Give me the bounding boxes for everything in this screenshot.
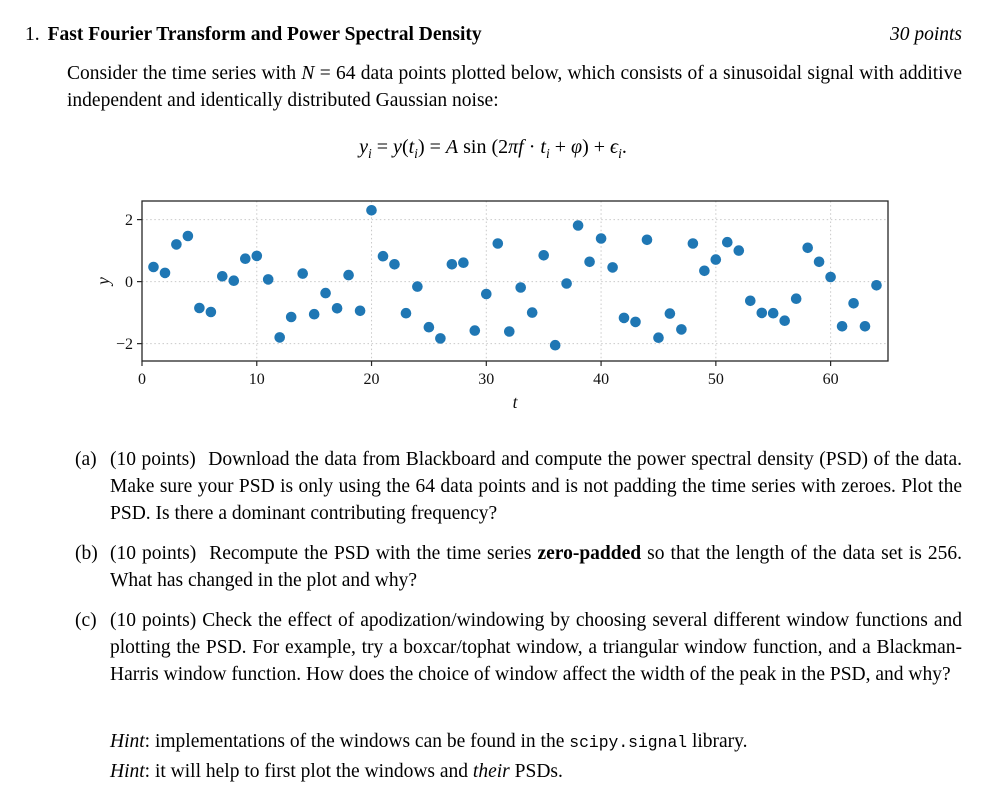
- data-point: [871, 280, 882, 291]
- data-point: [217, 271, 228, 282]
- data-point: [309, 309, 320, 320]
- data-point: [424, 322, 435, 333]
- text-token: Download the data from Blackboard and compute the power spectral density (PSD) of the data. Make sure your PSD is only using the 64 data points and is not padding the time series with zeroes. Plot the PSD. Is there a dominant contributing frequency?: [110, 449, 962, 524]
- x-tick-label: 50: [707, 371, 724, 388]
- data-point: [297, 268, 308, 279]
- text-token: (: [401, 136, 409, 158]
- subquestion-b-text: [110, 540, 962, 594]
- x-tick-label: 20: [363, 371, 380, 388]
- data-point: [435, 333, 446, 344]
- problem-number: 1.: [25, 24, 40, 45]
- text-token: t: [408, 136, 415, 158]
- text-token: y: [359, 136, 368, 158]
- text-token: Hint: [110, 760, 145, 782]
- data-point: [584, 257, 595, 268]
- data-point: [734, 245, 745, 256]
- text-token: : implementations of the windows can be found in the: [144, 731, 570, 752]
- text-token: (10 points): [110, 449, 196, 470]
- y-tick-label: 2: [125, 212, 133, 230]
- figure-container: [95, 190, 895, 415]
- text-token: y: [393, 136, 402, 158]
- text-token: i: [545, 146, 550, 161]
- text-token: Recompute the PSD with the time series: [203, 543, 538, 564]
- data-point: [791, 293, 802, 304]
- subquestion-c-text: [110, 607, 962, 688]
- problem-header: [25, 24, 962, 46]
- data-point: [802, 243, 813, 254]
- data-point: [171, 239, 182, 250]
- data-point: [274, 332, 285, 343]
- data-point: [561, 278, 572, 289]
- data-point: [688, 238, 699, 249]
- data-point: [745, 296, 756, 307]
- data-point: [355, 306, 366, 317]
- data-point: [860, 321, 871, 332]
- text-token: = 64 data points plotted below, which consists of a sinusoidal signal with additive independent and identically distributed Gaussian noise:: [67, 63, 962, 111]
- subquestion-b: [75, 540, 962, 594]
- text-token: scipy.signal: [569, 733, 688, 752]
- data-point: [378, 251, 389, 262]
- x-tick-label: 40: [593, 371, 610, 388]
- data-point: [263, 274, 274, 285]
- text-token: Hint: [110, 731, 145, 752]
- text-token: (10 points) Check the effect of apodization/windowing by choosing several different window functions and plotting the PSD. For example, try a boxcar/tophat window, a triangular window function, and a Blackman-Harris window function. How does the choice of window affect the width of the peak in the PSD, and why?: [110, 610, 962, 685]
- text-token: i: [367, 146, 372, 161]
- data-point: [825, 272, 836, 283]
- points-label: 30 points: [889, 24, 962, 45]
- data-point: [676, 324, 687, 335]
- x-tick-label: 10: [248, 371, 265, 388]
- data-point: [527, 307, 538, 318]
- data-point: [470, 325, 481, 336]
- data-point: [194, 303, 205, 314]
- text-token: π: [508, 136, 519, 158]
- data-point: [332, 303, 343, 314]
- text-token: t: [540, 136, 546, 158]
- y-tick-label: 0: [125, 274, 133, 292]
- subquestion-b-label: (b): [75, 543, 98, 564]
- x-tick-label: 0: [138, 371, 146, 388]
- x-tick-label: 30: [478, 371, 495, 388]
- text-token: i: [414, 146, 418, 161]
- data-point: [366, 205, 377, 216]
- hint-2: [110, 758, 965, 787]
- data-point: [458, 257, 469, 268]
- x-axis-label: t: [512, 392, 518, 412]
- text-token: PSDs.: [509, 760, 563, 782]
- text-token: .: [621, 136, 627, 158]
- text-token: N: [301, 63, 315, 84]
- data-point: [642, 235, 653, 246]
- subquestion-a-text: [110, 446, 962, 527]
- text-token: ·: [523, 136, 541, 158]
- data-point: [699, 266, 710, 277]
- data-point: [229, 275, 240, 286]
- text-token: ) +: [582, 136, 611, 158]
- data-point: [848, 298, 859, 309]
- text-token: f: [518, 136, 524, 158]
- text-token: sin (2: [458, 136, 509, 158]
- problem-title: Fast Fourier Transform and Power Spectral Density: [47, 24, 482, 45]
- text-token: ) =: [417, 136, 446, 158]
- data-point: [343, 270, 354, 281]
- data-point: [389, 259, 400, 270]
- data-point: [757, 308, 768, 319]
- data-point: [401, 308, 412, 319]
- data-point: [768, 308, 779, 319]
- data-point: [447, 259, 458, 270]
- intro-paragraph: [67, 60, 962, 114]
- text-token: : it will help to first plot the windows and: [144, 760, 473, 782]
- data-point: [779, 315, 790, 326]
- text-token: Consider the time series with: [67, 63, 302, 84]
- text-token: A: [445, 136, 459, 158]
- data-point: [504, 326, 515, 337]
- data-point: [630, 317, 641, 328]
- data-point: [596, 233, 607, 244]
- text-token: i: [618, 146, 622, 161]
- data-point: [286, 312, 297, 323]
- problem-title-group: [25, 24, 482, 46]
- data-point: [711, 254, 722, 265]
- data-point: [493, 238, 504, 249]
- data-point: [722, 237, 733, 248]
- data-point: [573, 220, 584, 231]
- data-point: [550, 340, 561, 351]
- data-point: [607, 262, 618, 273]
- text-token: +: [549, 136, 572, 158]
- y-tick-label: −2: [115, 336, 133, 354]
- data-point: [481, 289, 492, 300]
- text-token: zero-padded: [537, 543, 642, 564]
- data-point: [148, 262, 159, 273]
- subquestion-list: [75, 446, 962, 701]
- data-point: [515, 282, 526, 293]
- subquestion-a: [75, 446, 962, 527]
- data-point: [814, 257, 825, 268]
- subquestion-a-label: (a): [75, 449, 97, 470]
- data-point: [240, 253, 251, 264]
- axes-box: [142, 201, 888, 361]
- x-tick-label: 60: [822, 371, 839, 388]
- data-point: [619, 313, 630, 324]
- data-point: [837, 321, 848, 332]
- data-point: [412, 281, 423, 292]
- hint-1: [110, 728, 965, 758]
- text-token: (10 points): [110, 543, 197, 564]
- text-token: =: [371, 136, 394, 158]
- data-point: [206, 307, 217, 318]
- data-point: [653, 332, 664, 343]
- text-token: library.: [687, 731, 748, 752]
- y-axis-label: y: [95, 277, 113, 285]
- hints-block: [110, 728, 965, 786]
- data-point: [160, 268, 171, 279]
- text-token: so that the length of the data set is 256. What has changed in the plot and why?: [110, 543, 962, 591]
- subquestion-c: [75, 607, 962, 688]
- data-point: [538, 250, 549, 261]
- time-series-scatter-chart: [95, 190, 895, 415]
- text-token: their: [472, 760, 510, 782]
- text-token: ϵ: [610, 136, 619, 158]
- equation: [0, 136, 986, 159]
- data-point: [665, 308, 676, 319]
- data-point: [183, 231, 194, 242]
- text-token: φ: [571, 136, 583, 158]
- data-point: [252, 251, 263, 262]
- data-point: [320, 288, 331, 299]
- subquestion-c-label: (c): [75, 610, 97, 631]
